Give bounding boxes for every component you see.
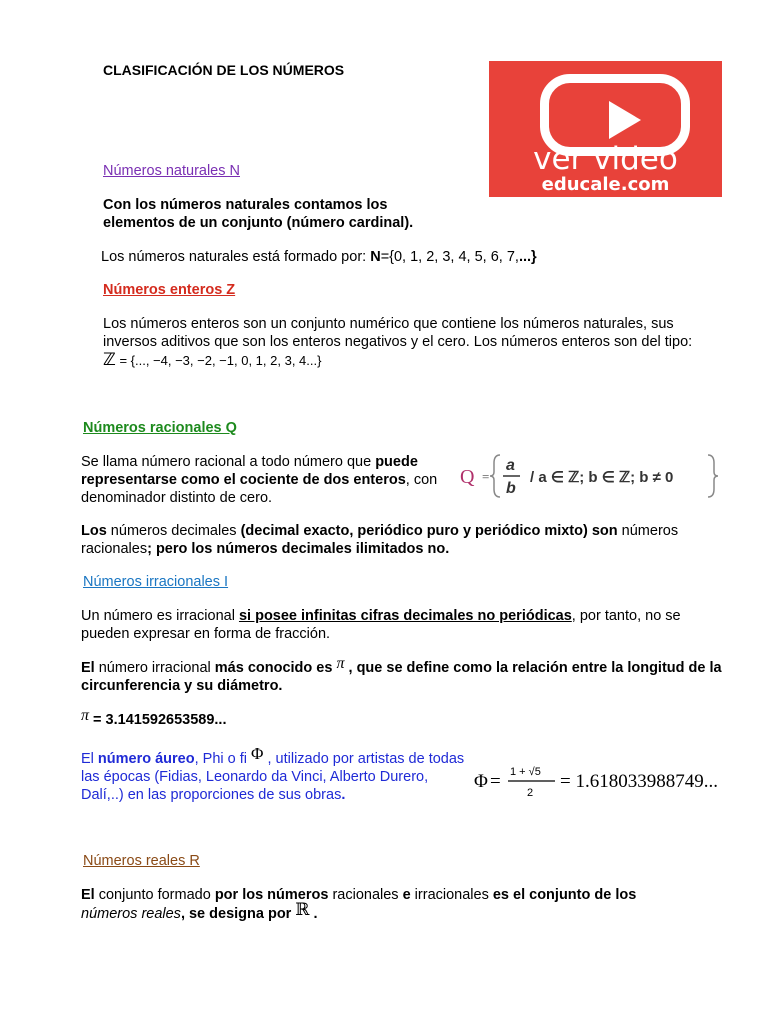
open-brace [490,455,500,497]
heading-irracionales: Números irracionales I [83,574,229,590]
formula-phi-eq: = [490,771,501,792]
paragraph-irracional-definition [81,607,731,643]
text: números decimales [106,523,241,539]
text: irracionales [410,887,493,903]
text: racionales [328,887,403,903]
text: , Phi o fi [194,751,252,767]
paragraph-reales [81,886,731,923]
formula-phi-den: 2 [527,787,534,799]
text-bold: . [309,906,318,922]
set: ={0, 1, 2, 3, 4, 5, 6, 7, [380,249,519,265]
paragraph-naturales-definition: Con los números naturales contamos los elementos de un conjunto (número cardinal). [103,197,414,231]
symbol-n: N [370,249,381,265]
banner-site: educale.com [541,174,670,195]
heading-naturales: Números naturales N [103,163,240,179]
pi-number: = 3.141592653589... [89,712,227,728]
formula-phi [474,760,744,804]
formula-num: a [506,457,515,474]
text: Los números naturales está formado por: [101,249,371,265]
set: = {..., −4, −3, −2, −1, 0, 1, 2, 3, 4...} [115,353,322,368]
text-bold: , que se define como la relación entre la longitud de la circunferencia y su diámetro. [81,660,722,694]
formula-den: b [506,480,516,497]
formula-phi-symbol: Φ [474,771,488,792]
text-bold: El [81,660,95,676]
paragraph-enteros [103,315,703,370]
paragraph-pi [81,655,731,695]
text: El [81,751,98,767]
text-bold: (decimal exacto, periódico puro y periódico mixto) son [240,523,618,539]
paragraph-racionales [81,453,451,507]
text-bold: es el conjunto de los [492,887,637,903]
text-bold: , se designa por [180,906,296,922]
heading-racionales: Números racionales Q [83,420,237,436]
symbol-r: ℝ [295,900,310,919]
banner-ver-video: ver video [533,141,678,177]
formula-eq: = [482,469,490,484]
text: , por tanto, no se pueden expresar en forma de fracción. [81,608,681,642]
text: números racionales [81,523,679,557]
text-bold: El [81,887,95,903]
play-triangle-icon [609,101,641,139]
heading-enteros: Números enteros Z [103,282,236,298]
formula-phi-num: 1 + √5 [510,766,541,778]
document-title: CLASIFICACIÓN DE LOS NÚMEROS [103,62,345,78]
close-brace [708,455,718,497]
video-banner[interactable] [489,61,722,197]
formula-phi-value: = 1.618033988749... [560,771,718,792]
heading-reales: Números reales R [83,853,200,869]
text: Los números enteros son un conjunto numérico que contiene los números naturales, sus inversos aditivos que son los enteros negativos y el cero. Los números enteros son del tipo: [103,316,693,350]
paragraph-naturales-set [101,248,537,266]
symbol-z: ℤ [103,350,116,369]
text-bold: por los números [214,887,329,903]
text-bold: ; pero los números decimales ilimitados no. [147,541,450,557]
text-bold: Los [81,523,107,539]
text-bold: número áureo [97,751,195,767]
formula-racionales [458,453,720,499]
text: Un número es irracional [81,608,239,624]
phi-symbol: Φ [251,744,264,763]
text-bold: e [402,887,411,903]
text: Se llama número racional a todo número que [81,454,376,470]
text-italic: números reales [81,906,181,922]
formula-q-symbol: Q [460,466,475,488]
text-bold: . [341,787,346,803]
text-bold: más conocido es [214,660,337,676]
pi-symbol: π [336,655,345,672]
text-bold-underline: si posee infinitas cifras decimales no periódicas [238,608,572,624]
pi-value [81,707,227,729]
formula-condition: / a ∈ ℤ; b ∈ ℤ; b ≠ 0 [530,469,674,486]
text: número irracional [94,660,215,676]
paragraph-decimales [81,522,731,558]
set-end: ...} [518,249,537,265]
text-bold: puede representarse como el cociente de dos enteros [81,454,418,488]
pi-symbol: π [81,707,90,724]
text: conjunto formado [94,887,215,903]
paragraph-aureo [81,744,471,804]
text: , utilizado por artistas de todas las épocas (Fidias, Leonardo da Vinci, Alberto Durero, Dalí,..) en las proporciones de sus obras [81,751,465,803]
text: , con denominador distinto de cero. [81,472,438,506]
